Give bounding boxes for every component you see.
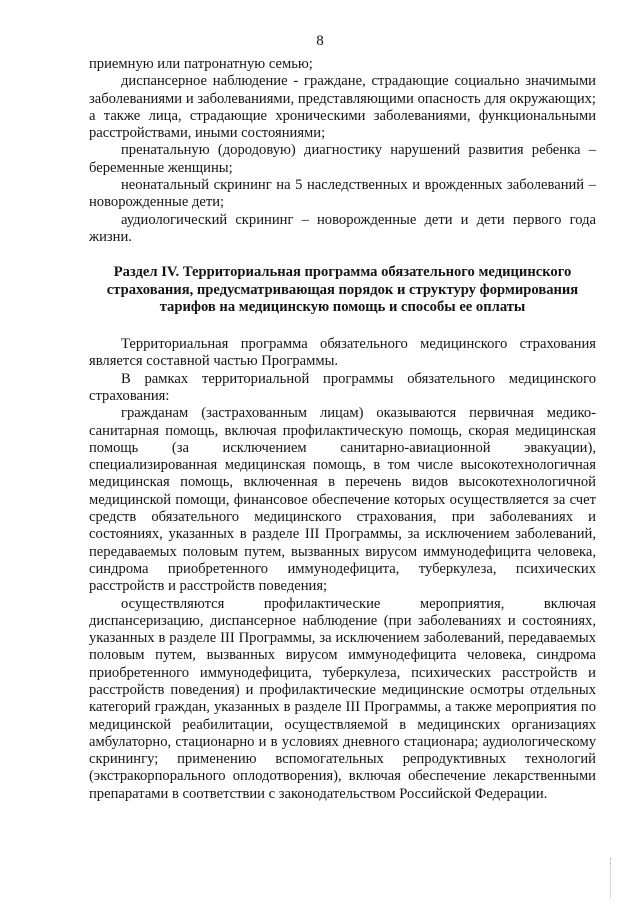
paragraph-prenatal-diagnostics: пренатальную (дородовую) диагностику нарушений развития ребенка – беременные женщины; xyxy=(89,142,596,176)
paragraph-citizens-care: гражданам (застрахованным лицам) оказываются первичная медико-санитарная помощь, включая профилактическую помощь, скорая медицинская помощь (за исключением санитарно-авиационной эвакуации), специализированная медицинская помощь, в том числе высокотехнологичная медицинская помощь, включенная в перечень видов высокотехнологичной медицинской помощи, финансовое обеспечение которых осуществляется за счет средств обязательного медицинского страхования, при заболеваниях и состояниях, указанных в разделе III Программы, за исключением заболеваний, передаваемых половым путем, вызванных вирусом иммунодефицита человека, синдрома приобретенного иммунодефицита, туберкулеза, психических расстройств и расстройств поведения; xyxy=(89,405,596,595)
section-heading: Раздел IV. Территориальная программа обязательного медицинского страхования, предусматривающая порядок и структуру формирования тарифов на медицинскую помощь и способы ее оплаты xyxy=(106,264,579,316)
paragraph-neonatal-screening: неонатальный скрининг на 5 наследственных и врожденных заболеваний – новорожденные дети; xyxy=(89,177,596,211)
page-number: 8 xyxy=(316,33,324,49)
paragraph-dispensary-observation: диспансерное наблюдение - граждане, страдающие социально значимыми заболеваниями и заболеваниями, представляющими опасность для окружающих; а также лица, страдающие хроническими заболеваниями, функциональными расстройствами, иными состояниями; xyxy=(89,73,596,142)
paragraph-continuation: приемную или патронатную семью; xyxy=(89,56,313,72)
paragraph-preventive-measures: осуществляются профилактические мероприятия, включая диспансеризацию, диспансерное наблюдение (при заболеваниях и состояниях, указанных в разделе III Программы, за исключением заболеваний, передаваемых половым путем, вызванных вирусом иммунодефицита человека, синдрома приобретенного иммунодефицита, туберкулеза, психических расстройств и расстройств поведения) и профилактические медицинские осмотры отдельных категорий граждан, указанных в разделе III Программы, а также мероприятия по медицинской реабилитации, осуществляемой в медицинских организациях амбулаторно, стационарно и в условиях дневного стационара; аудиологическому скринингу; применению вспомогательных репродуктивных технологий (экстракорпорального оплодотворения), включая обеспечение лекарственными препаратами в соответствии с законодательством Российской Федерации. xyxy=(89,595,596,802)
scan-edge-mark xyxy=(610,858,614,898)
page-content xyxy=(89,56,596,803)
paragraph-program-part: Территориальная программа обязательного медицинского страхования является составной частью Программы. xyxy=(89,336,596,370)
paragraph-audiological-screening: аудиологический скрининг – новорожденные дети и дети первого года жизни. xyxy=(89,211,596,245)
paragraph-within-program: В рамках территориальной программы обязательного медицинского страхования: xyxy=(89,370,596,404)
